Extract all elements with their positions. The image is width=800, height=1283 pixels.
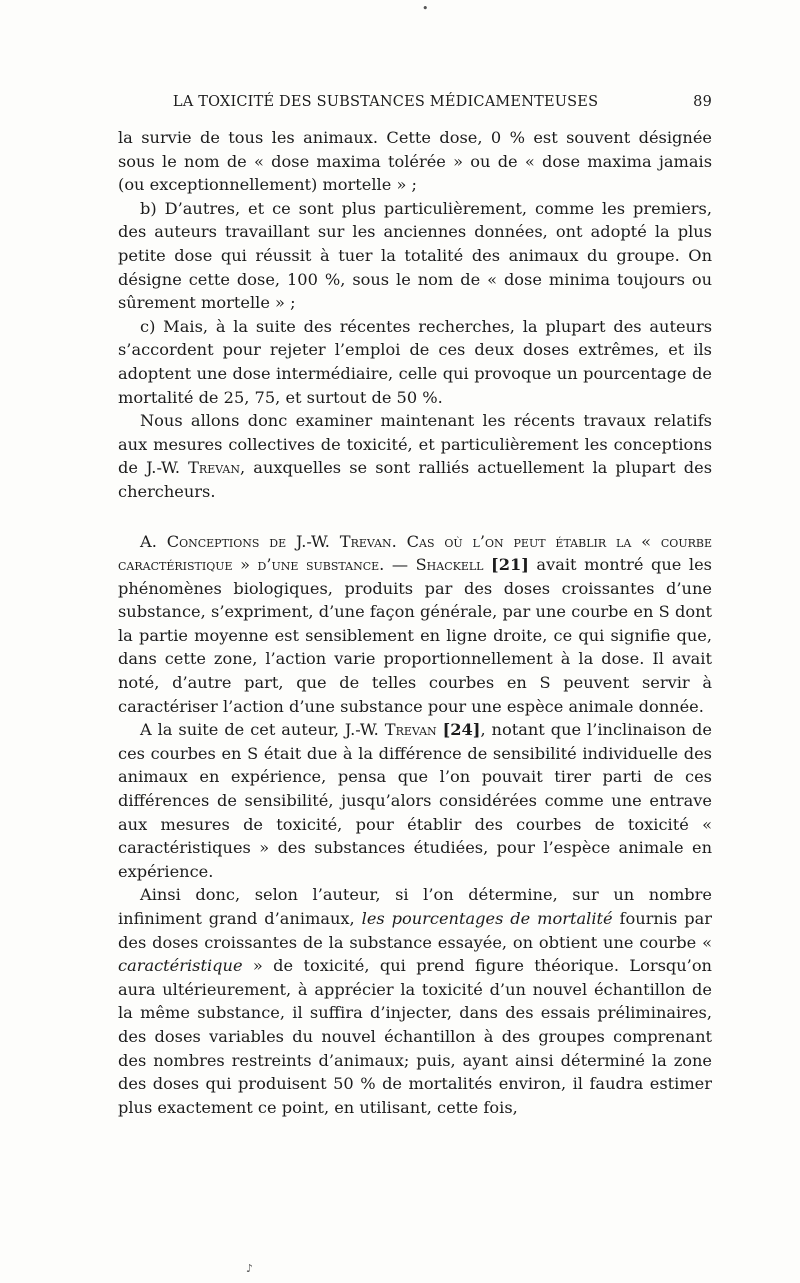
paragraph-7-text-b: fournis par des doses croissantes de la substance essayée, on obtient une courbe « bbox=[118, 909, 712, 952]
paragraph-6-text-a: A la suite de cet auteur, J.-W. bbox=[140, 720, 385, 740]
author-shackell: Shackell bbox=[415, 555, 484, 575]
paragraph-7-text-c: » de toxicité, qui prend figure théorique. Lorsqu’on aura ultérieurement, à apprécier la toxicité d’un nouvel échantillon de la même substance, il suffira d’injecter, dans des essais préliminaires, des doses variables du nouvel échantillon à des groupes comprenant des nombres restreints d’animaux; puis, ayant ainsi déterminé la zone des doses qui produisent 50 % de mortalités environ, il faudra estimer plus exactement ce point, en utilisant, cette fois, bbox=[118, 956, 712, 1117]
section-heading: A. Conceptions de J.-W. Trevan. Cas où l’on peut établir la « courbe caractéristique » d’une substance. bbox=[118, 531, 712, 575]
paragraph-3: c) Mais, à la suite des récentes recherches, la plupart des auteurs s’accordent pour rejeter l’emploi de ces deux doses extrêmes, et ils adoptent une dose intermédiaire, celle qui provoque un pourcentage de mortalité de 25, 75, et surtout de 50 %. bbox=[118, 316, 712, 407]
author-trevan-2: Trevan bbox=[384, 720, 437, 740]
section-paragraph bbox=[118, 530, 712, 719]
author-trevan: Trevan bbox=[188, 458, 241, 478]
reference-24: [24] bbox=[442, 720, 481, 740]
page-number: 89 bbox=[693, 94, 712, 110]
paragraph-7-text-a: Ainsi donc, selon l’auteur, si l’on détermine, sur un nombre infiniment grand d’animaux, bbox=[118, 885, 712, 928]
paragraph-6 bbox=[118, 718, 712, 883]
italic-caracteristique: caractéristique bbox=[118, 956, 243, 976]
paragraph-4-text-a: Nous allons donc examiner maintenant les récents travaux relatifs aux mesures collectives de toxicité, et particulièrement les conceptions de J.-W. bbox=[118, 411, 712, 478]
paragraph-1: la survie de tous les animaux. Cette dose, 0 % est souvent désignée sous le nom de « dose maxima tolérée » ou de « dose maxima jamais (ou exceptionnellement) mortelle » ; bbox=[118, 128, 712, 195]
section-text: avait montré que les phénomènes biologiques, produits par des doses croissantes d’une substance, s’expriment, d’une façon générale, par une courbe en S dont la partie moyenne est sensiblement en ligne droite, ce qui signifie que, dans cette zone, l’action varie proportionnellement à la dose. Il avait noté, d’autre part, que de telles courbes en S peuvent servir à caractériser l’action d’une substance pour une espèce animale donnée. bbox=[118, 555, 712, 716]
paragraph-7 bbox=[118, 883, 712, 1119]
reference-21: [21] bbox=[491, 555, 529, 575]
paragraph-4-text-b: , auxquelles se sont ralliés actuellement la plupart des chercheurs. bbox=[118, 458, 712, 501]
running-title: LA TOXICITÉ DES SUBSTANCES MÉDICAMENTEUSES bbox=[172, 94, 599, 110]
paragraph-6-text-b: , notant que l’inclinaison de ces courbes en S était due à la différence de sensibilité individuelle des animaux en expérience, pensa que l’on pouvait tirer parti de ces différences de sensibilité, jusqu’alors considérées comme une entrave aux mesures de toxicité, pour établir des courbes de toxicité « caractéristiques » des substances étudiées, pour l’espèce animale en expérience. bbox=[118, 720, 712, 881]
paragraph-2: b) D’autres, et ce sont plus particulièrement, comme les premiers, des auteurs travaillant sur les anciennes données, ont adopté la plus petite dose qui réussit à tuer la totalité des animaux du groupe. On désigne cette dose, 100 %, sous le nom de « dose minima toujours ou sûrement mortelle » ; bbox=[118, 198, 712, 313]
page-body bbox=[118, 94, 712, 1119]
italic-pourcentages: les pourcentages de mortalité bbox=[361, 909, 613, 928]
paragraph-4 bbox=[118, 409, 712, 503]
section-dash: — bbox=[384, 555, 416, 575]
running-header bbox=[118, 94, 712, 110]
top-mark: • bbox=[422, 2, 429, 15]
bottom-mark: ♪ bbox=[246, 1262, 254, 1275]
